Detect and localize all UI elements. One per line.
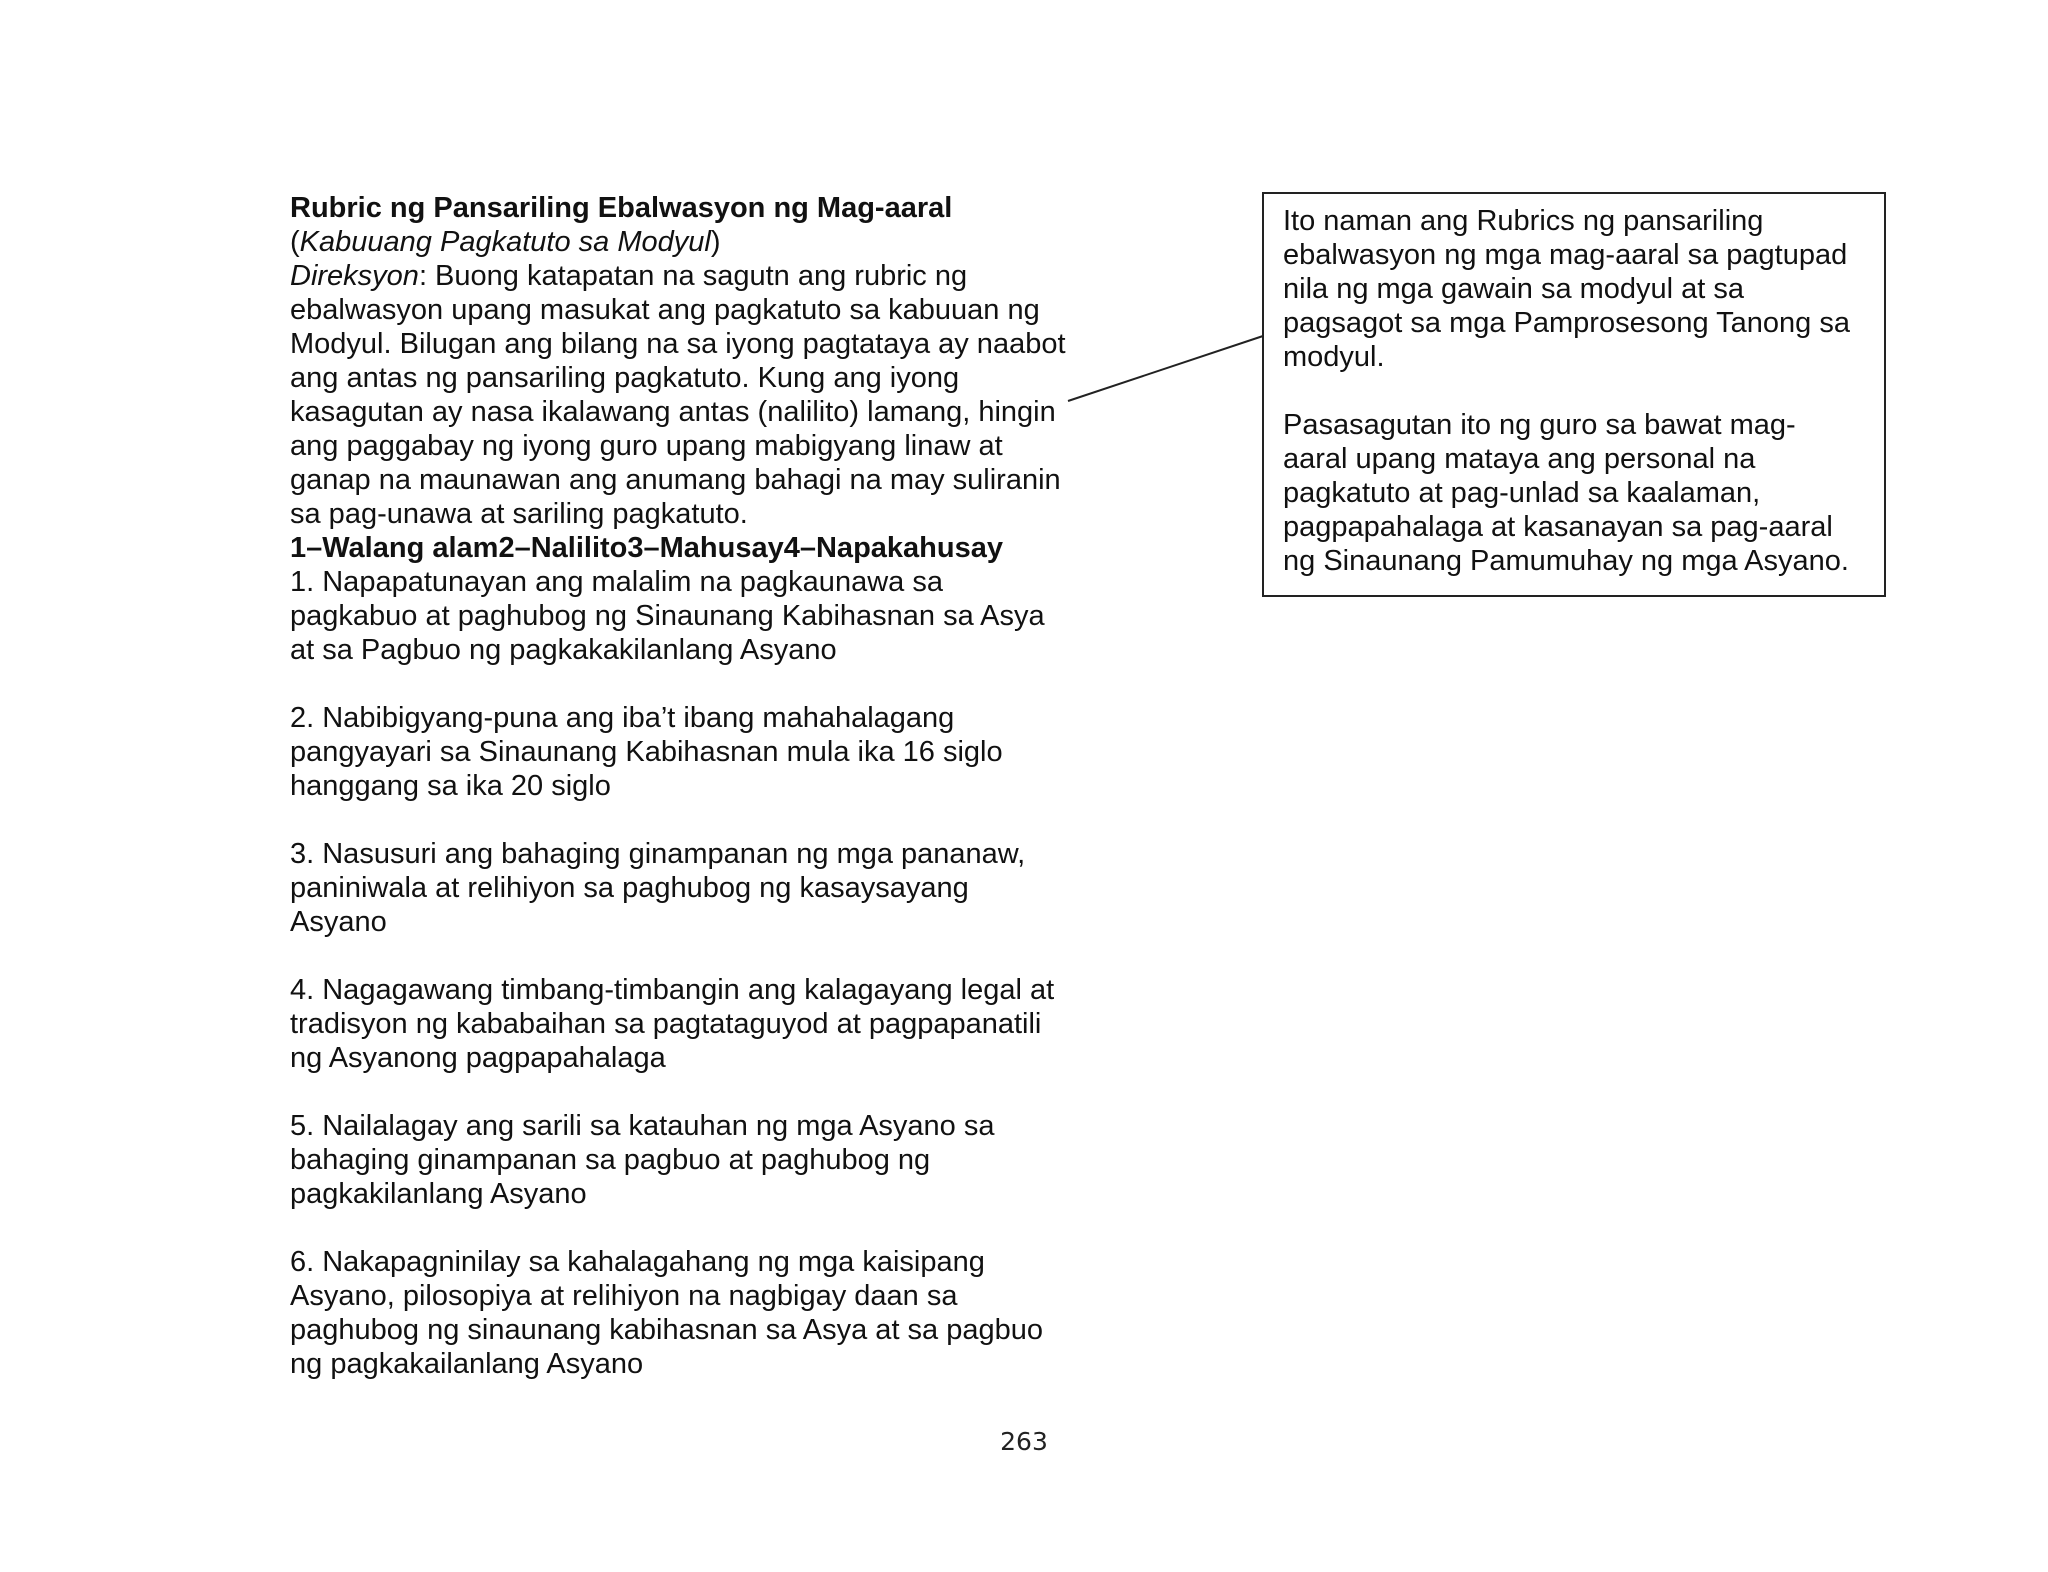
rubric-item: 2. Nabibigyang-puna ang iba’t ibang mahahalagang pangyayari sa Sinaunang Kabihasnan mula ika 16 siglo hanggang sa ika 20 siglo bbox=[290, 702, 1003, 802]
rubric-title: Rubric ng Pansariling Ebalwasyon ng Mag-aaral bbox=[290, 192, 953, 224]
rubric-item: 1. Napapatunayan ang malalim na pagkaunawa sa pagkabuo at paghubog ng Sinaunang Kabihasnan sa Asya at sa Pagbuo ng pagkakakilanlang Asyano bbox=[290, 566, 1045, 666]
subtitle-italic-text: Kabuuang Pagkatuto sa Modyul bbox=[299, 226, 711, 258]
callout-paragraph-2: Pasasagutan ito ng guro sa bawat mag- aaral upang mataya ang personal na pagkatuto at pag-unlad sa kaalaman, pagpapahalaga at kasanayan sa pag-aaral ng Sinaunang Pamumuhay ng mga Asyano. bbox=[1283, 409, 1849, 577]
rating-scale: 1–Walang alam2–Nalilito3–Mahusay4–Napakahusay bbox=[290, 532, 1003, 564]
rubric-item: 3. Nasusuri ang bahaging ginampanan ng mga pananaw, paniniwala at relihiyon sa paghubog ng kasaysayang Asyano bbox=[290, 838, 1026, 938]
direction-text: : Buong katapatan na sagutn ang rubric ng ebalwasyon upang masukat ang pagkatuto sa kabuuan ng Modyul. Bilugan ang bilang na sa iyong pagtataya ay naabot ang antas ng pansariling pagkatuto. Kung ang iyong kasagutan ay nasa ikalawang antas (nalilito) lamang, hingin ang paggabay ng iyong guro upang mabigyang linaw at ganap na maunawan ang anumang bahagi na may suliranin sa pag-unawa at sariling pagkatuto. bbox=[290, 260, 1066, 530]
rubric-item-list bbox=[290, 565, 1090, 1381]
callout-paragraph-1: Ito naman ang Rubrics ng pansariling ebalwasyon ng mga mag-aaral sa pagtupad nila ng mga gawain sa modyul at sa pagsagot sa mga Pamprosesong Tanong sa modyul. bbox=[1283, 205, 1850, 373]
teacher-note-callout bbox=[1262, 192, 1886, 597]
rubric-direction bbox=[290, 259, 1090, 531]
subtitle-open-paren: ( bbox=[290, 226, 300, 258]
rubric-item: 4. Nagagawang timbang-timbangin ang kalagayang legal at tradisyon ng kababaihan sa pagtataguyod at pagpapanatili ng Asyanong pagpapahalaga bbox=[290, 974, 1055, 1074]
direction-label: Direksyon bbox=[290, 260, 419, 292]
rubric-section bbox=[290, 191, 1090, 1415]
rubric-item: 6. Nakapagninilay sa kahalagahang ng mga kaisipang Asyano, pilosopiya at relihiyon na nagbigay daan sa paghubog ng sinaunang kabihasnan sa Asya at sa pagbuo ng pagkakailanlang Asyano bbox=[290, 1246, 1044, 1380]
page-number: 263 bbox=[1000, 1427, 1048, 1456]
rubric-subtitle bbox=[290, 225, 1090, 259]
rubric-item: 5. Nailalagay ang sarili sa katauhan ng mga Asyano sa bahaging ginampanan sa pagbuo at paghubog ng pagkakilanlang Asyano bbox=[290, 1110, 995, 1210]
subtitle-close-paren: ) bbox=[710, 226, 721, 258]
